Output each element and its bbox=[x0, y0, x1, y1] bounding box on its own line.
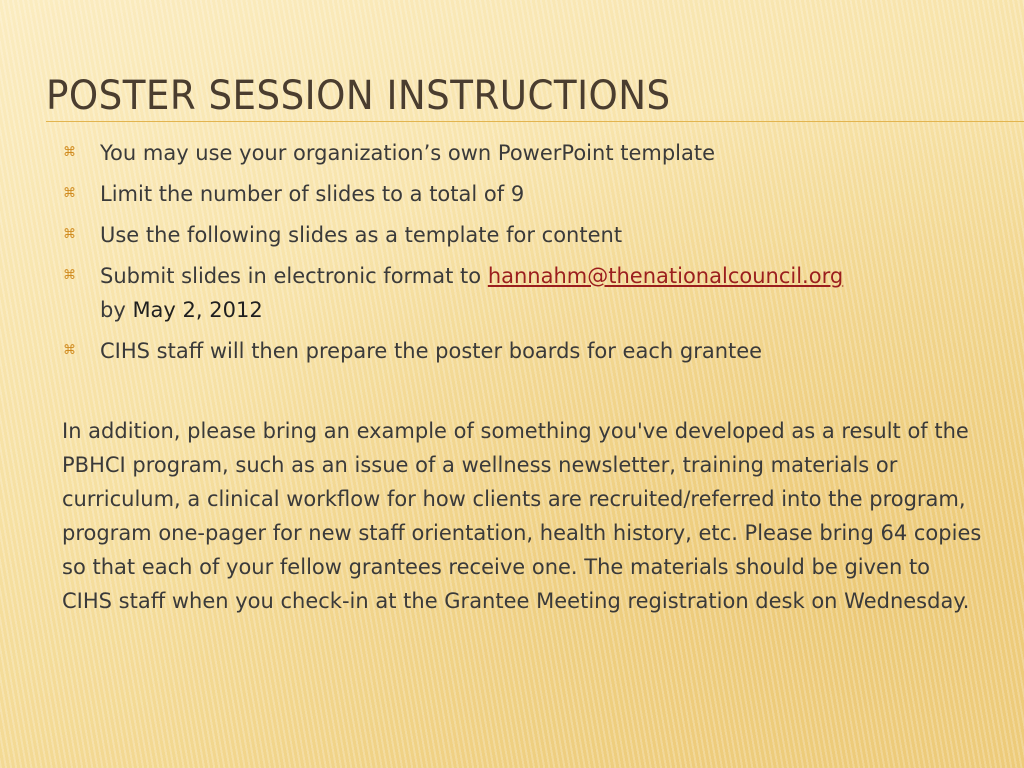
bullet-item-content-template bbox=[62, 218, 982, 252]
additional-instructions-paragraph: In addition, please bring an example of something you've developed as a result of the PBHCI program, such as an issue of a wellness newsletter, training materials or curriculum, a clinical workflow for how clients are recruited/referred into the program, program one-pager for new staff orientation, health history, etc. Please bring 64 copies so that each of your fellow grantees receive one. The materials should be given to CIHS staff when you check-in at the Grantee Meeting registration desk on Wednesday. bbox=[62, 419, 982, 613]
bullet-marker-icon: ⌘ bbox=[63, 343, 76, 358]
title-divider bbox=[46, 121, 1024, 122]
bullet-text: Use the following slides as a template for content bbox=[100, 223, 623, 247]
bullet-marker-icon: ⌘ bbox=[63, 227, 76, 242]
bullet-text: You may use your organization’s own PowerPoint template bbox=[100, 141, 716, 165]
bullet-marker-icon: ⌘ bbox=[63, 186, 76, 201]
bullet-text: by bbox=[100, 298, 133, 322]
bullet-item-submit bbox=[62, 259, 982, 327]
deadline-date: May 2, 2012 bbox=[132, 298, 263, 322]
email-link[interactable]: hannahm@thenationalcouncil.org bbox=[487, 264, 844, 288]
bullet-item-slide-limit bbox=[62, 177, 982, 211]
bullet-list bbox=[62, 136, 982, 375]
bullet-marker-icon: ⌘ bbox=[63, 268, 76, 283]
bullet-marker-icon: ⌘ bbox=[63, 145, 76, 160]
bullet-item-template bbox=[62, 136, 982, 170]
slide-title: POSTER SESSION INSTRUCTIONS bbox=[46, 73, 671, 119]
bullet-item-poster-boards bbox=[62, 334, 982, 368]
bullet-text: CIHS staff will then prepare the poster boards for each grantee bbox=[100, 339, 763, 363]
bullet-text: Submit slides in electronic format to bbox=[100, 264, 488, 288]
bullet-text: Limit the number of slides to a total of 9 bbox=[100, 182, 525, 206]
